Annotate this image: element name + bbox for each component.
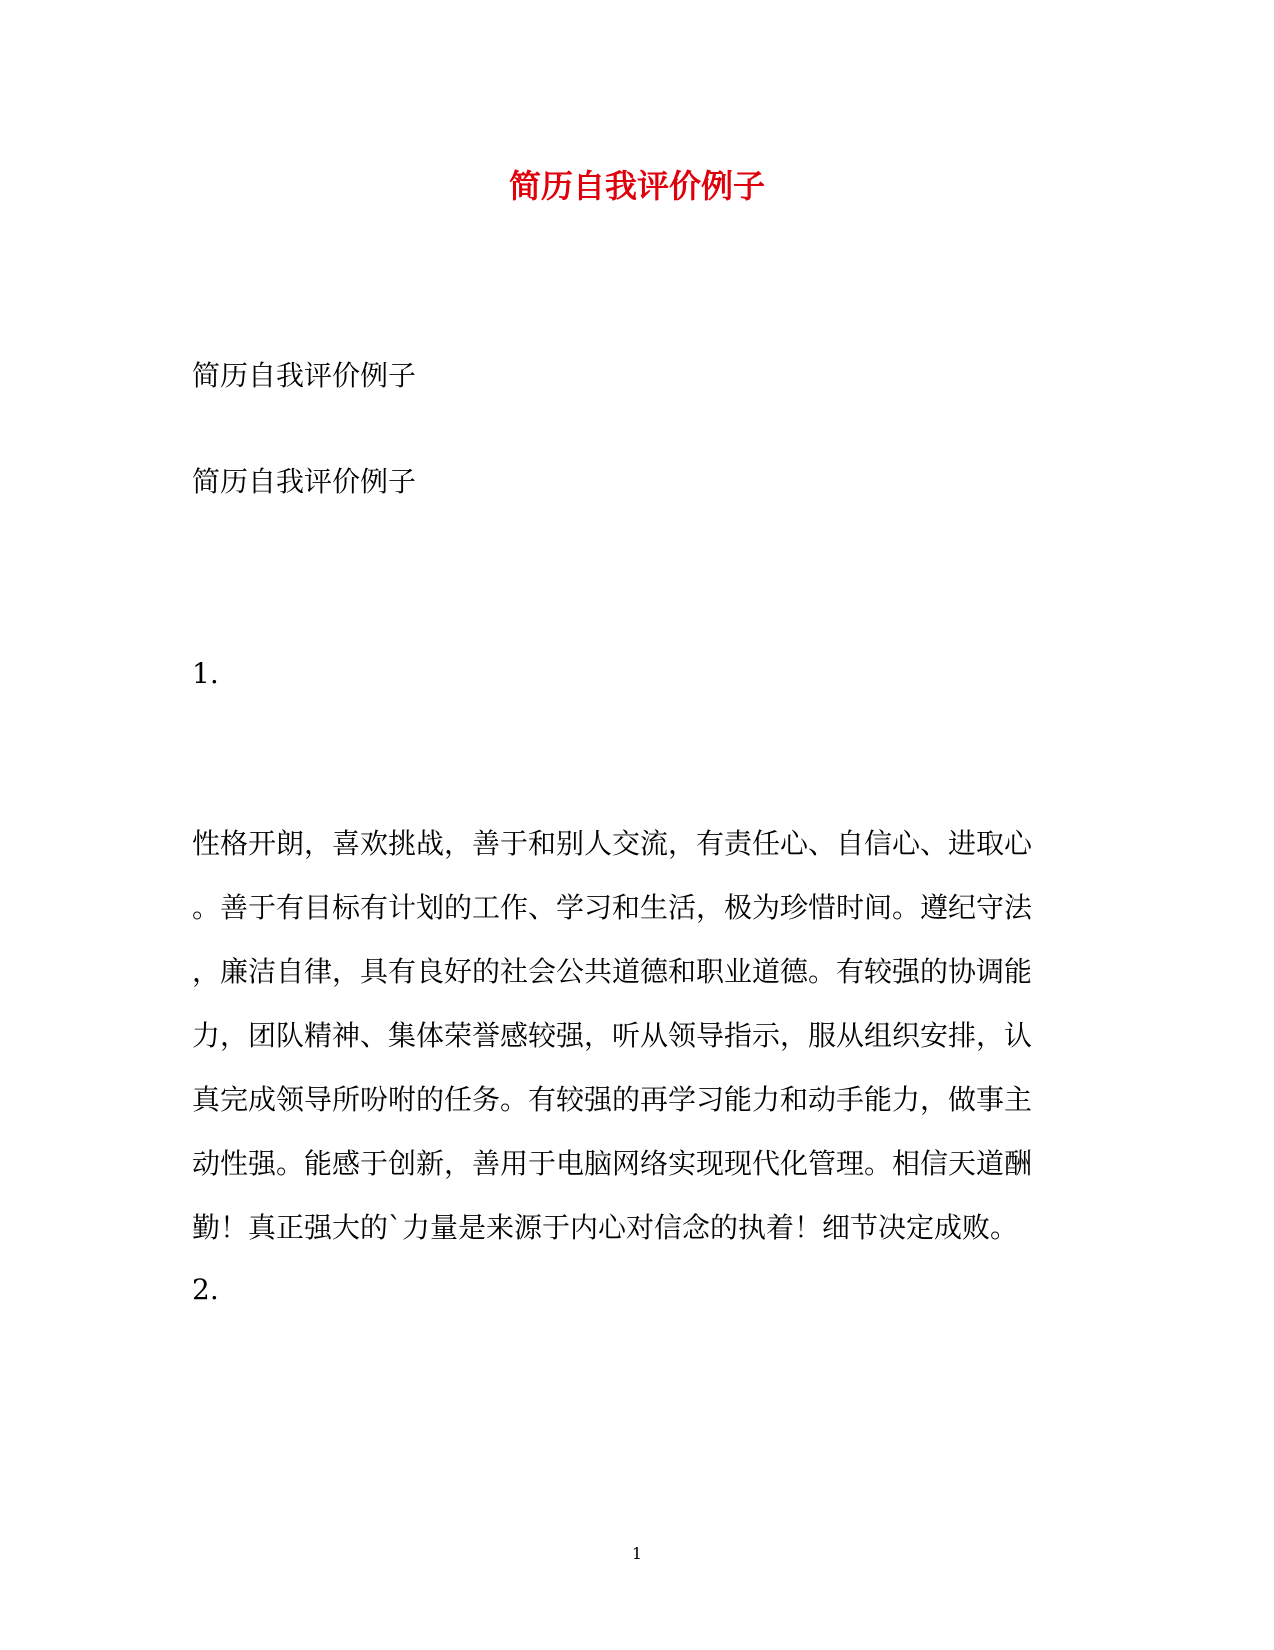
section-number-2: 2. <box>192 1273 219 1306</box>
paragraph-line: 勤！真正强大的`力量是来源于内心对信念的执着！细节决定成败。 <box>192 1211 1019 1244</box>
repeated-heading: 简历自我评价例子 <box>192 465 417 498</box>
document-title: 简历自我评价例子 <box>508 167 765 205</box>
subtitle-heading: 简历自我评价例子 <box>192 359 417 392</box>
paragraph-line: 性格开朗，喜欢挑战，善于和别人交流，有责任心、自信心、进取心 <box>192 827 1033 860</box>
paragraph-line: 真完成领导所吩咐的任务。有较强的再学习能力和动手能力，做事主 <box>192 1083 1033 1116</box>
page-number: 1 <box>631 1544 643 1563</box>
paragraph-line: ，廉洁自律，具有良好的社会公共道德和职业道德。有较强的协调能 <box>192 955 1033 988</box>
paragraph-line: 力，团队精神、集体荣誉感较强，听从领导指示，服从组织安排，认 <box>192 1019 1033 1052</box>
paragraph-line: 。善于有目标有计划的工作、学习和生活，极为珍惜时间。遵纪守法 <box>192 891 1033 924</box>
section-number-1: 1. <box>192 657 219 690</box>
paragraph-line: 动性强。能感于创新，善用于电脑网络实现现代化管理。相信天道酬 <box>192 1147 1033 1180</box>
section-1-paragraph <box>192 812 1072 1260</box>
